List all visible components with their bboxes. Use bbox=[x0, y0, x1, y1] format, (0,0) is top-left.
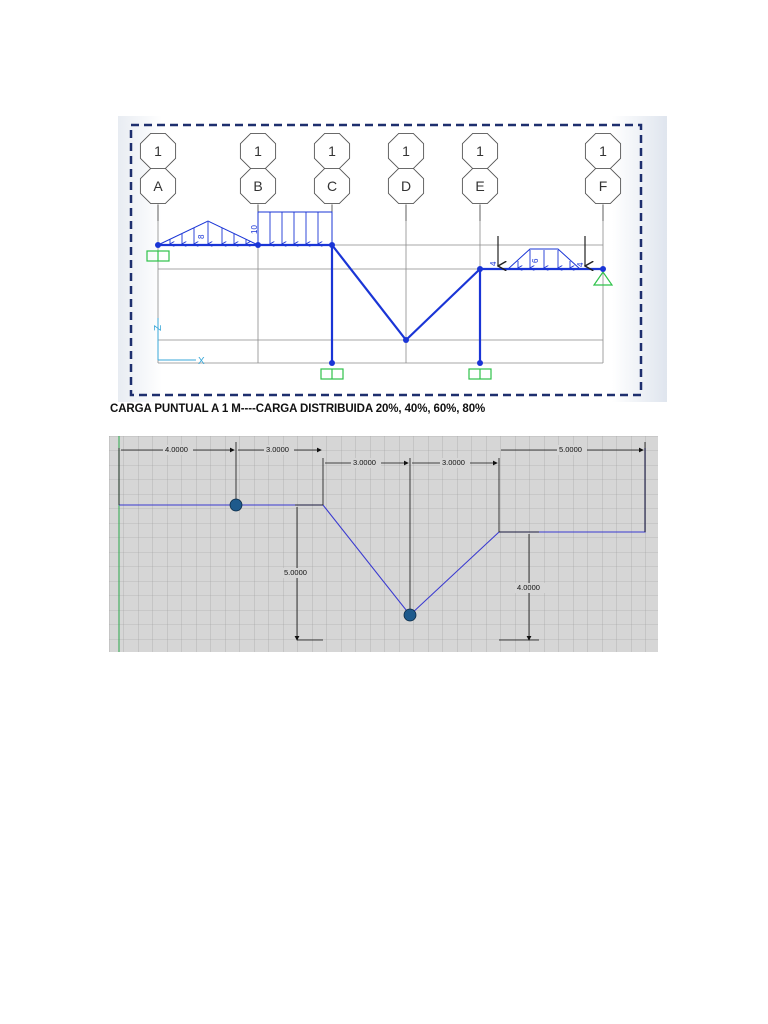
axis-z-label: Z bbox=[153, 324, 164, 331]
dim-vertical-right: 4.0000 bbox=[517, 583, 540, 592]
dim-top-mid: 3.0000 bbox=[353, 458, 376, 467]
grid-bubble-letter: B bbox=[253, 178, 263, 194]
figure-caption: CARGA PUNTUAL A 1 M----CARGA DISTRIBUIDA 20%, 40%, 60%, 80% bbox=[110, 403, 486, 415]
valley-node bbox=[404, 609, 416, 621]
grid-bubble-number: 1 bbox=[154, 143, 162, 159]
grid-bubble-number: 1 bbox=[254, 143, 262, 159]
triangular-load-value: 8 bbox=[197, 234, 206, 239]
grid-bubble-letter: C bbox=[326, 178, 338, 194]
grid-bubble-letter: E bbox=[475, 178, 485, 194]
dim-vertical-left: 5.0000 bbox=[284, 568, 307, 577]
axis-x-label: X bbox=[198, 356, 205, 367]
trapezoidal-load-value: 6 bbox=[531, 258, 540, 263]
grid-bubble-number: 1 bbox=[328, 143, 336, 159]
dim-top-left: 4.0000 bbox=[165, 445, 188, 454]
dimension-sketch-figure bbox=[109, 436, 658, 652]
grid-bubble-number: 1 bbox=[476, 143, 484, 159]
grid-bubble-letter: D bbox=[400, 178, 412, 194]
grid-bubble-number: 1 bbox=[402, 143, 410, 159]
point-load-node bbox=[230, 499, 242, 511]
dim-top-mid-right: 3.0000 bbox=[442, 458, 465, 467]
grid-bubble-letter: F bbox=[598, 178, 608, 194]
grid-bubble-letter: A bbox=[153, 178, 163, 194]
structural-model-svg bbox=[118, 116, 667, 402]
structural-model-figure bbox=[118, 116, 667, 402]
uniform-load-value: 10 bbox=[250, 225, 259, 234]
point-load-value: 4 bbox=[489, 261, 498, 266]
point-load-right-value: 4 bbox=[576, 262, 585, 267]
grid-bubble-number: 1 bbox=[599, 143, 607, 159]
dim-top-mid-left: 3.0000 bbox=[266, 445, 289, 454]
dim-top-right: 5.0000 bbox=[559, 445, 582, 454]
dimension-sketch-svg bbox=[109, 436, 658, 652]
